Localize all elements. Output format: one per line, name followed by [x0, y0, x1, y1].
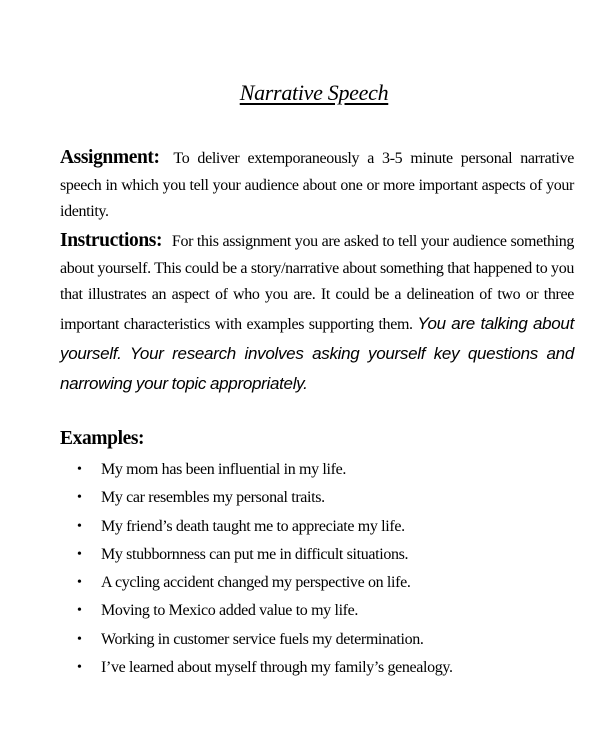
example-text: Working in customer service fuels my determination.: [101, 630, 424, 648]
instructions-emphasis: You are talking about yourself. Your research involves asking yourself key questions and narrowing your topic appropriately.: [60, 313, 574, 393]
list-item: [0, 513, 600, 541]
example-text: A cycling accident changed my perspective on life.: [101, 574, 411, 592]
bullet-icon: •: [77, 631, 82, 647]
assignment-text: To deliver extemporaneously a 3-5 minute personal narrative speech in which you tell your audience about one or more important aspects of your identity.: [60, 150, 574, 220]
bullet-icon: •: [77, 660, 82, 676]
instructions-paragraph: [60, 228, 574, 399]
example-text: I’ve learned about myself through my family’s genealogy.: [101, 659, 453, 677]
list-item: [0, 569, 600, 597]
list-item: [0, 654, 600, 682]
example-text: My mom has been influential in my life.: [101, 461, 346, 478]
bullet-icon: •: [77, 546, 82, 562]
bullet-icon: •: [77, 575, 82, 591]
list-item: [0, 456, 600, 484]
list-item: [0, 626, 600, 654]
assignment-label: Assignment:: [60, 147, 160, 168]
example-text: My stubbornness can put me in difficult situations.: [101, 545, 409, 563]
bullet-icon: •: [77, 462, 82, 477]
examples-list: [0, 456, 600, 682]
example-text: My friend’s death taught me to appreciate my life.: [101, 517, 405, 535]
example-text: Moving to Mexico added value to my life.: [101, 602, 359, 620]
example-text: My car resembles my personal traits.: [101, 489, 325, 507]
instructions-text: For this assignment you are asked to tell your audience something about yourself. This could be a story/narrative about something that happened to you that illustrates an aspect of who you are. It could be a delineation of two or three important characteristics with examples supporting them.: [60, 233, 574, 333]
bullet-icon: •: [77, 518, 82, 534]
instructions-label: Instructions:: [60, 230, 163, 251]
examples-heading: Examples:: [60, 428, 145, 449]
bullet-icon: •: [77, 603, 82, 619]
list-item: [0, 597, 600, 625]
bullet-icon: •: [77, 490, 82, 506]
document-title: Narrative Speech: [239, 80, 389, 105]
list-item: [0, 541, 600, 569]
list-item: [0, 484, 600, 512]
assignment-paragraph: [60, 145, 574, 226]
